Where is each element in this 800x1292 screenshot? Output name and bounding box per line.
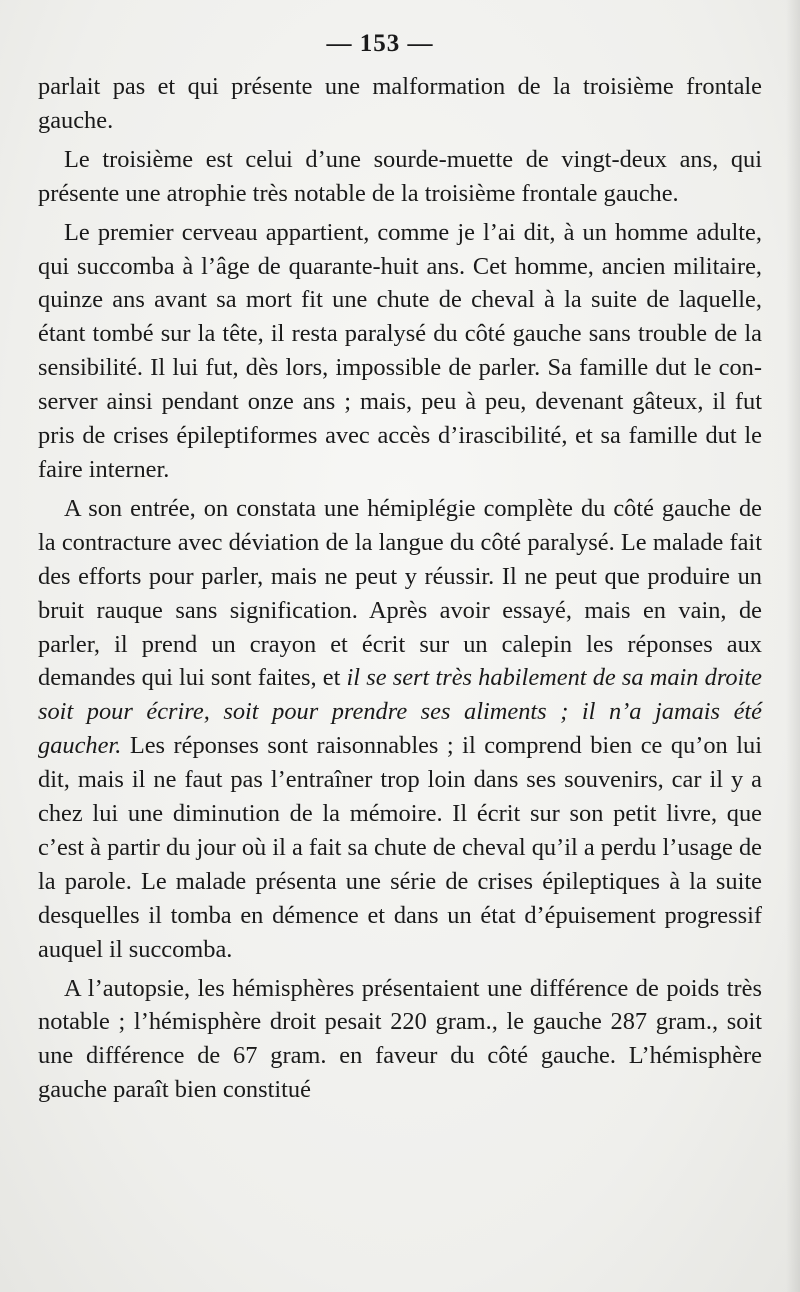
admission-text-before: A son entrée, on constata une hémiplégie complète du côté gauche de la contracture avec déviation de la langue du côté paralysé. Le malade fait des efforts pour parler, mais ne peut y réussir. Il ne peut que produire un bruit rauque sans signification. Après avoir essayé, mais en vain, de parler, il prend un crayon et écrit sur un calepin les réponses aux demandes qui lui sont faites, et: [38, 494, 762, 692]
paragraph-autopsy: A l’autopsie, les hémisphères présentaient une différence de poids très notable ; l’hémisphère droit pesait 220 gram., le gauche 287 gram., soit une différence de 67 gram. en faveur du côté gauche. L’hémisphère gauche paraît bien constitué: [38, 974, 762, 1104]
paragraph-first-brain: Le premier cerveau appartient, comme je l’ai dit, à un homme adulte, qui succomba à l’âge de quarante-huit ans. Cet homme, ancien militaire, quinze ans avant sa mort fit une chute de cheval à la suite de laquelle, étant tombé sur la tête, il resta paralysé du côté gauche sans trouble de la sensibilité. Il lui fut, dès lors, impossible de parler. Sa famille dut le conserver ainsi pendant onze ans ; mais, peu à peu, devenant gâteux, il fut pris de crises épileptiformes avec accès d’irascibilité, et sa famille dut le faire interner.: [38, 218, 762, 483]
admission-text-after: Les réponses sont raisonnables ; il comprend bien ce qu’on lui dit, mais il ne faut pas l’entraîner trop loin dans ses souvenirs, car il y a chez lui une diminution de la mémoire. Il écrit sur son petit livre, que c’est à partir du jour où il a fait sa chute de cheval qu’il a perdu l’usage de la parole. Le malade présenta une série de crises épileptiques à la suite desquelles il tomba en démence et dans un état d’épuisement progressif auquel il succomba.: [38, 732, 762, 963]
page-number: — 153 —: [326, 30, 434, 57]
italic-emphasis: il se sert très habilement de sa main droite soit pour écrire, soit pour prendre ses aliments ; il n’a jamais été gaucher.: [38, 664, 762, 760]
paragraph-admission: [38, 492, 762, 967]
paragraph-third-case: Le troisième est celui d’une sourde-muette de vingt-deux ans, qui présente une atrophie très notable de la troisième frontale gauche.: [38, 145, 762, 207]
paragraph-continuation: parlait pas et qui présente une malformation de la troisième frontale gauche.: [38, 73, 762, 134]
page-edge-shadow: [786, 0, 800, 1292]
body-text: [38, 70, 762, 1107]
